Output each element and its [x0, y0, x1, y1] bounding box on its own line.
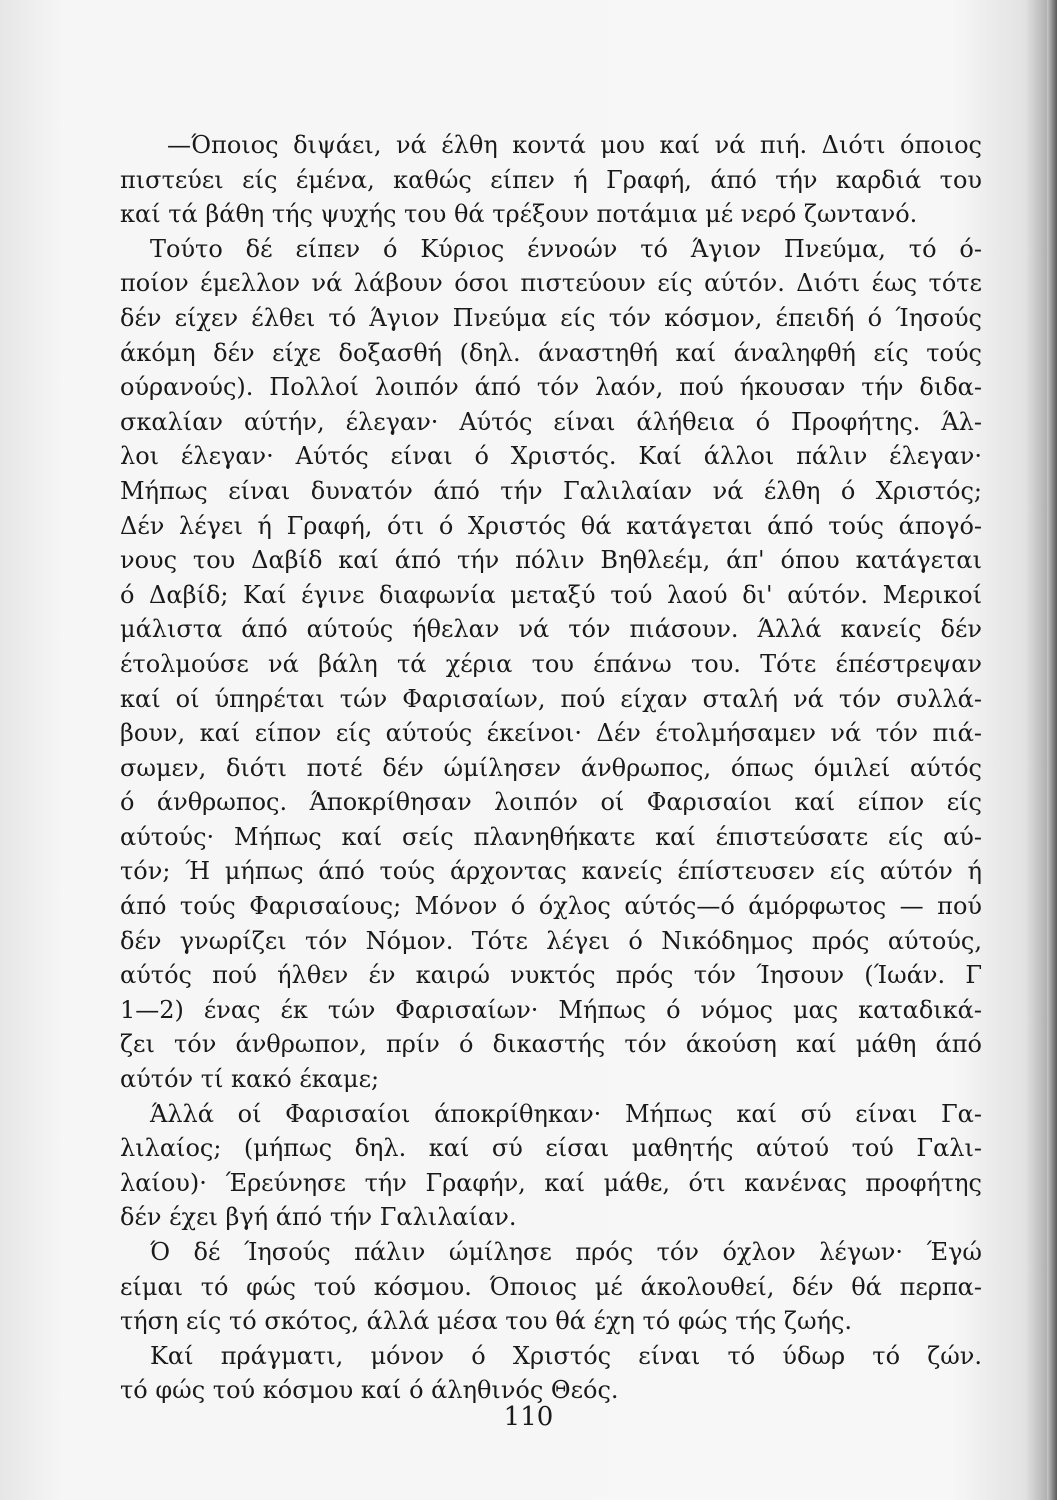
text-line: καί τά βάθη τής ψυχής του θά τρέξουν ποτάμια μέ νερό ζωντανό.	[120, 200, 918, 229]
text-line: τήση είς τό σκότος, άλλά μέσα του θά έχη τό φώς τής ζωής.	[120, 1307, 853, 1336]
text-line: τό φώς τού κόσμου καί ό άληθινός Θεός.	[120, 1376, 619, 1405]
text-line: σκαλίαν αύτήν, έλεγαν· Αύτός είναι άλήθεια ό Προφήτης. Άλ-	[120, 407, 982, 436]
text-line: δέν είχεν έλθει τό Άγιον Πνεύμα είς τόν κόσμον, έπειδή ό Ίησούς	[120, 303, 982, 332]
text-line: ό Δαβίδ; Καί έγινε διαφωνία μεταξύ τού λαού δι' αύτόν. Μερικοί	[120, 580, 982, 609]
text-line: είμαι τό φώς τού κόσμου. Όποιος μέ άκολουθεί, δέν θά περπα-	[120, 1272, 982, 1301]
text-line: μάλιστα άπό αύτούς ήθελαν νά τόν πιάσουν. Άλλά κανείς δέν	[120, 615, 982, 644]
text-line: νους του Δαβίδ καί άπό τήν πόλιν Βηθλεέμ, άπ' όπου κατάγεται	[120, 546, 982, 575]
page-edge-shadow	[1047, 0, 1057, 1500]
text-line: βουν, καί είπον είς αύτούς έκείνοι· Δέν έτολμήσαμεν νά τόν πιά-	[120, 719, 982, 748]
text-line: τόν; Ή μήπως άπό τούς άρχοντας κανείς έπίστευσεν είς αύτόν ή	[120, 857, 982, 886]
text-line: Δέν λέγει ή Γραφή, ότι ό Χριστός θά κατάγεται άπό τούς άπογό-	[120, 511, 982, 540]
text-line: Καί πράγματι, μόνον ό Χριστός είναι τό ύδωρ τό ζών.	[150, 1341, 982, 1370]
text-line: Άλλά οί Φαρισαίοι άποκρίθηκαν· Μήπως καί σύ είναι Γα-	[150, 1099, 982, 1128]
text-line: άπό τούς Φαρισαίους; Μόνον ό όχλος αύτός—ό άμόρφωτος — πού	[120, 892, 982, 921]
text-line: καί οί ύπηρέται τών Φαρισαίων, πού είχαν σταλή νά τόν συλλά-	[120, 684, 982, 713]
text-line: ζει τόν άνθρωπον, πρίν ό δικαστής τόν άκούση καί μάθη άπό	[120, 1030, 982, 1059]
text-line: 1—2) ένας έκ τών Φαρισαίων· Μήπως ό νόμος μας καταδικά-	[120, 995, 982, 1024]
text-line: δέν γνωρίζει τόν Νόμον. Τότε λέγει ό Νικόδημος πρός αύτούς,	[120, 926, 982, 955]
text-line: λιλαίος; (μήπως δηλ. καί σύ είσαι μαθητής αύτού τού Γαλι-	[120, 1134, 982, 1163]
page-number: 110	[503, 1402, 554, 1432]
text-line: αύτόν τί κακό έκαμε;	[120, 1065, 380, 1094]
text-line: λαίου)· Έρεύνησε τήν Γραφήν, καί μάθε, ότι κανένας προφήτης	[120, 1168, 982, 1197]
text-line: πιστεύει είς έμένα, καθώς είπεν ή Γραφή, άπό τήν καρδιά του	[120, 165, 982, 194]
text-line: ό άνθρωπος. Άποκρίθησαν λοιπόν οί Φαρισαίοι καί είπον είς	[120, 788, 982, 817]
text-line: έτολμούσε νά βάλη τά χέρια του έπάνω του. Τότε έπέστρεψαν	[120, 649, 982, 678]
text-line: ποίον έμελλον νά λάβουν όσοι πιστεύουν είς αύτόν. Διότι έως τότε	[120, 269, 982, 298]
text-line: δέν έχει βγή άπό τήν Γαλιλαίαν.	[120, 1203, 517, 1232]
text-line: αύτός πού ήλθεν έν καιρώ νυκτός πρός τόν Ίησουν (Ίωάν. Γ	[120, 961, 982, 990]
text-line: ούρανούς). Πολλοί λοιπόν άπό τόν λαόν, πού ήκουσαν τήν διδα-	[120, 373, 982, 402]
text-line: λοι έλεγαν· Αύτός είναι ό Χριστός. Καί άλλοι πάλιν έλεγαν·	[120, 442, 982, 471]
text-line: σωμεν, διότι ποτέ δέν ώμίλησεν άνθρωπος, όπως όμιλεί αύτός	[120, 753, 982, 782]
body-text	[120, 128, 982, 1408]
text-line: άκόμη δέν είχε δοξασθή (δηλ. άναστηθή καί άναληφθή είς τούς	[120, 338, 982, 367]
text-line: —Όποιος διψάει, νά έλθη κοντά μου καί νά πιή. Διότι όποιος	[167, 131, 982, 159]
text-line: Μήπως είναι δυνατόν άπό τήν Γαλιλαίαν νά έλθη ό Χριστός;	[120, 476, 982, 505]
text-line: αύτούς· Μήπως καί σείς πλανηθήκατε καί έπιστεύσατε είς αύ-	[120, 822, 982, 851]
text-line: Ό δέ Ίησούς πάλιν ώμίλησε πρός τόν όχλον λέγων· Έγώ	[150, 1238, 982, 1266]
text-line: Τούτο δέ είπεν ό Κύριος έννοών τό Άγιον Πνεύμα, τό ό-	[150, 234, 982, 263]
